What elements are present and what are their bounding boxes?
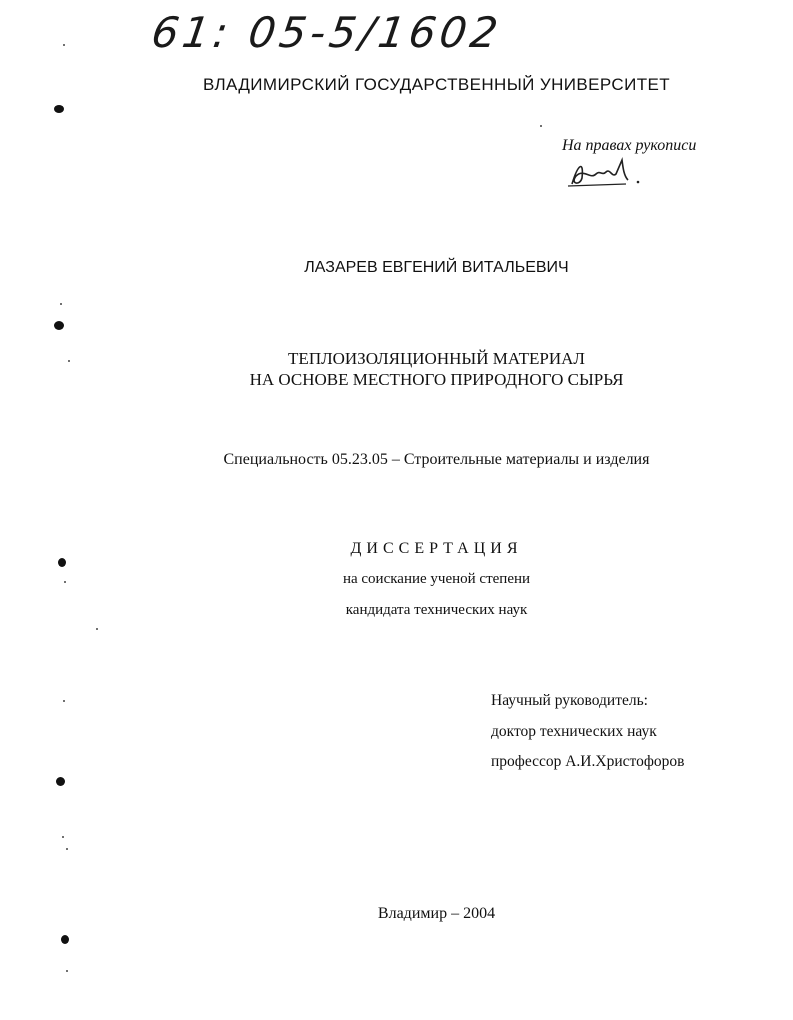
archive-number-handwritten: 61: 05-5/1602 (148, 8, 505, 57)
place-and-year: Владимир – 2004 (377, 905, 496, 922)
author-name: ЛАЗАРЕВ ЕВГЕНИЙ ВИТАЛЬЕВИЧ (304, 259, 569, 276)
supervisor-degree: доктор технических наук (491, 723, 657, 740)
signature-icon (566, 154, 646, 190)
scan-speck (96, 628, 98, 630)
scan-speck (66, 970, 68, 972)
specialty: Специальность 05.23.05 – Строительные материалы и изделия (223, 451, 650, 468)
binding-hole-mark (58, 558, 66, 567)
binding-hole-mark (54, 105, 64, 113)
scan-speck (63, 44, 65, 46)
degree-line-2: кандидата технических наук (345, 602, 528, 618)
scan-speck (62, 836, 64, 838)
scan-speck (60, 303, 62, 305)
scan-speck (63, 700, 65, 702)
university-name: ВЛАДИМИРСКИЙ ГОСУДАРСТВЕННЫЙ УНИВЕРСИТЕТ (202, 75, 671, 94)
thesis-title-line-1: ТЕПЛОИЗОЛЯЦИОННЫЙ МАТЕРИАЛ (288, 349, 585, 368)
supervisor-heading: Научный руководитель: (491, 692, 648, 709)
scan-speck (540, 125, 542, 127)
supervisor-name: профессор А.И.Христофоров (491, 753, 685, 770)
binding-hole-mark (61, 935, 69, 944)
binding-hole-mark (56, 777, 65, 786)
scan-speck (64, 581, 66, 583)
scan-speck (68, 360, 70, 362)
thesis-title-line-2: НА ОСНОВЕ МЕСТНОГО ПРИРОДНОГО СЫРЬЯ (249, 370, 624, 389)
degree-line-1: на соискание ученой степени (342, 571, 531, 587)
rights-note: На правах рукописи (562, 137, 697, 154)
scan-speck (66, 848, 68, 850)
document-type: ДИССЕРТАЦИЯ (350, 540, 523, 557)
binding-hole-mark (54, 321, 64, 330)
